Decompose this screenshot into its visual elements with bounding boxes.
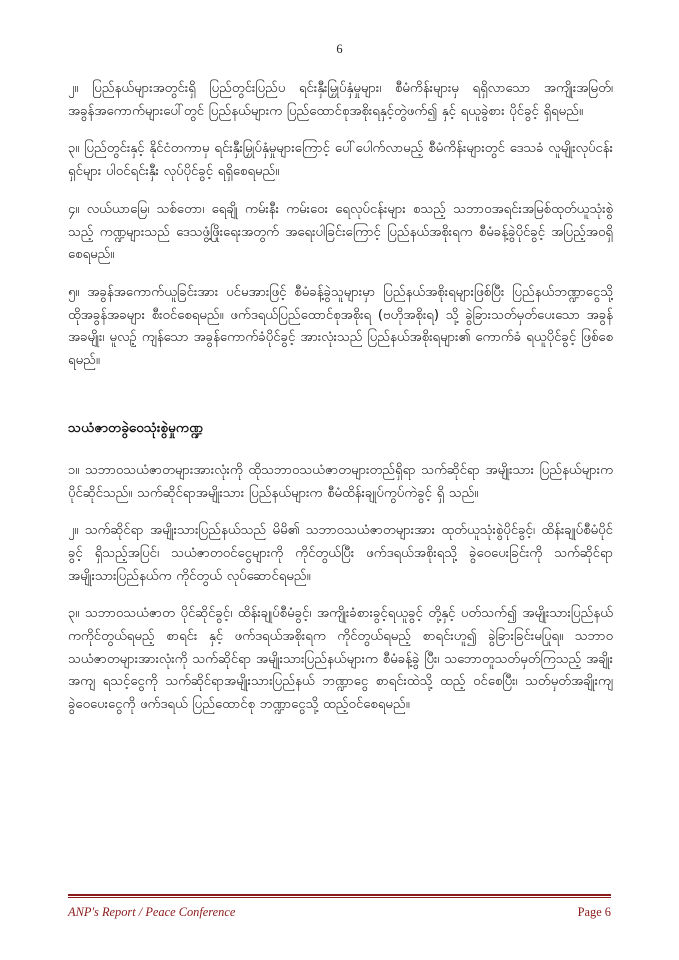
section-heading: သယံဇာတခွဲဝေသုံးစွဲမှုကဏ္ဍ (68, 419, 203, 436)
section-paragraph-3: ၃။ သဘာဝသယံဇာတ ပိုင်ဆိုင်ခွင့်၊ ထိန်းချုပ်စီမံခွင့်၊ အကျိုးခံစားခွင့်ရယူခွင့် တို့နှင့် ပတ်သက်၍ အမျိုးသားပြည်နယ်ကကိုင်တွယ်ရမည့် စာရင်း နှင့် ဖက်ဒရယ်အစိုးရက ကိုင်တွယ်ရမည့် စာရင်းဟူ၍ ခွဲခြားခြင်းမပြုရ။ သဘာဝသယံဇာတများအားလုံးကို သက်ဆိုင်ရာ အမျိုးသားပြည်နယ်များက စီမံခန့်ခွဲ ပြီး၊ သဘောတူသတ်မှတ်ကြသည့် အချိုးအကျ ရသင့်ငွေကို သက်ဆိုင်ရာအမျိုးသားပြည်နယ် ဘဏ္ဍာငွေ စာရင်းထဲသို့ ထည့် ဝင်စေပြီး၊ သတ်မှတ်အချိုးကျခွဲဝေပေးငွေကို ဖက်ဒရယ် ပြည်ထောင်စု ဘဏ္ဍာငွေသို့ ထည့်ဝင်စေရမည်။ (68, 606, 613, 713)
paragraph-3: ၄။ လယ်ယာမြေ၊ သစ်တော၊ ရေချို ကမ်းနီး ကမ်းဝေး ရေလုပ်ငန်းများ စသည့် သဘာဝအရင်းအမြစ်ထုတ်ယူသုံးစွဲသည့် ကဏ္ဍများသည် ဒေသဖွံ့ဖြိုးရေးအတွက် အရေးပါခြင်းကြောင့် ပြည်နယ်အစိုးရက စီမံခန့်ခွဲပိုင်ခွင့် အပြည့်အဝရှိစေရမည်။ (68, 201, 613, 263)
section-paragraph-2: ၂။ သက်ဆိုင်ရာ အမျိုးသားပြည်နယ်သည် မိမိ၏ သဘာဝသယံဇာတများအား ထုတ်ယူသုံးစွဲပိုင်ခွင့်၊ ထိန်းချုပ်စီမံပိုင်ခွင့် ရှိသည့်အပြင်၊ သယံဇာတဝင်ငွေများကို ကိုင်တွယ်ပြီး ဖက်ဒရယ်အစိုးရသို့ ခွဲဝေပေးခြင်းကို သက်ဆိုင်ရာအမျိုးသားပြည်နယ်က ကိုင်တွယ် လုပ်ဆောင်ရမည်။ (68, 523, 613, 584)
paragraph-4: ၅။ အခွန်အကောက်ယူခြင်းအား ပင်မအားဖြင့် စီမံခန့်ခွဲသူများမှာ ပြည်နယ်အစိုးရများဖြစ်ပြီး ပြည်နယ်ဘဏ္ဍာငွေသို့ ထိုအခွန်အခများ စီးဝင်စေရမည်။ ဖက်ဒရယ်ပြည်ထောင်စုအစိုးရ (ဗဟိုအစိုးရ) သို့ ခွဲခြားသတ်မှတ်ပေးသော အခွန်အခမျိုး၊ မူလဉ့် ကျန်သော အခွန်ကောက်ခံပိုင်ခွင့် အားလုံးသည် ပြည်နယ်အစိုးရများ၏ ကောက်ခံ ရယူပိုင်ခွင့် ဖြစ်စေရမည်။ (68, 284, 613, 369)
paragraph-2: ၃။ ပြည်တွင်းနှင့် နိုင်ငံတကာမှ ရင်းနှီးမြှုပ်နှံမှုများကြောင့် ပေါ်ပေါက်လာမည့် စီမံကိန်းများတွင် ဒေသခံ လူမျိုးလုပ်ငန်းရှင်များ ပါဝင်ရင်းနှီး လုပ်ပိုင်ခွင့် ရရှိစေရမည်။ (68, 141, 613, 180)
page-number-top: 6 (336, 42, 343, 56)
paragraph-1: ၂။ ပြည်နယ်များအတွင်းရှိ ပြည်တွင်းပြည်ပ ရင်းနှီးမြှုပ်နှံမှုများ၊ စီမံကိန်းများမှ ရရှိလာသော အကျိုးအမြတ်၊ အခွန်အကောက်များပေါ်တွင် ပြည်နယ်များက ပြည်ထောင်စုအစိုးရနှင့်တွဲဖက်၍ နှင့် ရယူခွဲစား ပိုင်ခွင့် ရှိရမည်။ (68, 81, 613, 119)
footer-report-title: ANP's Report / Peace Conference (68, 905, 236, 919)
page-footer (68, 894, 611, 921)
footer-row (68, 905, 611, 920)
document-body (68, 78, 613, 732)
footer-divider-thick (68, 894, 611, 896)
footer-divider-thin (68, 897, 611, 898)
section-paragraph-1: ၁။ သဘာဝသယံဇာတများအားလုံးကို ထိုသဘာဝသယံဇာတများတည်ရှိရာ သက်ဆိုင်ရာ အမျိုးသား ပြည်နယ်များက ပိုင်ဆိုင်သည်။ သက်ဆိုင်ရာအမျိုးသား ပြည်နယ်များက စီမံထိန်းချုပ်ကွပ်ကဲခွင့် ရှိ သည်။ (68, 462, 613, 501)
footer-page-number: Page 6 (577, 905, 611, 919)
